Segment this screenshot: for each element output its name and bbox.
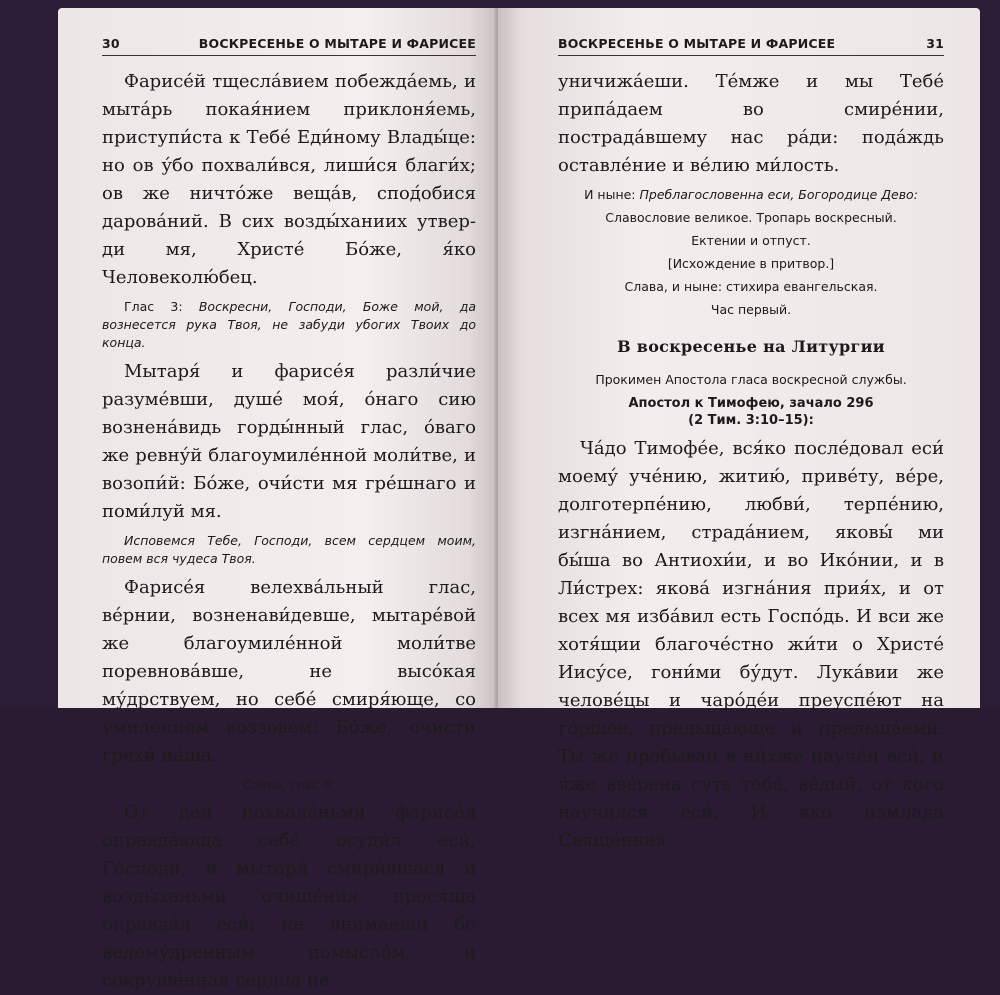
rubric: Ектении и отпуст. — [691, 233, 811, 248]
rubric-lead: И ныне: — [584, 187, 640, 202]
paragraph: От дел похвале́ньми фарисе́я оправда́юща себе́ осуди́л еси́, Го́споди, и мытаря́ смири́вшася и возды́ханьми очище́ния прося́ща оправда́л еси́: не внима́еши бо велему́дренным помысло́м, и сокруше́нная сердца́ не — [102, 802, 476, 991]
left-page-text — [102, 68, 476, 995]
prokimen-note: Прокимен Апостола гласа воскресной службы. — [595, 372, 907, 387]
paragraph: Фарисе́я велехва́льный глас, ве́рнии, возненави́девше, мытаре́вой же благоумиле́нной моли́тве поревнова́вше, не высо́кая му́дрствуем, но себе́ смиря́юще, со умиле́нием воззове́м: Бо́же, очи́сти грехи́ на́ша. — [102, 577, 476, 766]
page-number-right: 31 — [926, 36, 944, 51]
paragraph: Ча́до Тимофе́е, вся́ко после́довал еси́ моему́ уче́нию, житию́, приве́ту, ве́ре, долготерпе́нию, любви́, терпе́нию, изгна́нием, страда́нием, яковы́ ми бы́ша во Антиохи́и, и во Ико́нии, и в Ли́стрех: якова́ изгна́ния прия́х, и от всех мя изба́вил есть Госпо́дь. И вси же хотя́щии благоче́стно жи́ти о Христе́ Иису́се, гони́ми бу́дут. Лука́вии же челове́цы и чаро́дéи преуспе́ют на го́ршее, прельща́юще и прельща́еми. Ты же пребыва́й в ни́хже науче́н еси́, и я́же вве́рена суть тебе́, ве́дый, от кого научи́лся еси́. И я́ко измла́да Свяще́нная — [558, 438, 944, 851]
rubric-italic: Воскресни, Господи, Боже мой, да вознесется рука Твоя, не забуди убогих Твоих до конца. — [102, 299, 476, 350]
rubric — [102, 532, 476, 568]
running-head-left — [102, 36, 476, 56]
apostle-reading-heading — [558, 395, 944, 429]
rubric: Славословие великое. Тропарь воскресный. — [605, 210, 897, 225]
left-page — [58, 8, 498, 991]
rubric: [Исхождение в притвор.] — [667, 256, 835, 271]
right-page-text — [558, 68, 944, 855]
rubric-italic: Исповемся Тебе, Господи, всем сердцем моим, повем вся чудеса Твоя. — [102, 533, 476, 566]
rubric: Слава, и ныне: стихира евангельская. — [624, 279, 878, 294]
rubric: Час первый. — [710, 302, 792, 317]
paragraph: Мытаря́ и фарисе́я разли́чие разуме́вши, душе́ моя́, о́наго сию вознена́видь горды́нный глас, о́ваго же ревну́й благоумиле́нной моли́тве, и возопи́й: Бо́же, очи́сти мя гре́шнаго и поми́луй мя. — [102, 361, 476, 522]
right-page — [498, 8, 980, 851]
running-head-right — [558, 36, 944, 56]
apostle-title: Апостол к Тимофею, зачало 296 — [628, 396, 874, 411]
running-title-left: ВОСКРЕСЕНЬЕ О МЫТАРЕ И ФАРИСЕЕ — [198, 36, 476, 51]
rubric — [102, 298, 476, 352]
rubric-italic: Преблагословенна еси, Богородице Дево: — [639, 187, 918, 202]
page-number-left: 30 — [102, 36, 120, 51]
paragraph: Фарисе́й тщесла́вием побежда́емь, и мыта́рь покая́нием приклоня́емь, приступи́ста к Тебе́ Еди́ному Влады́це: но ов у́бо похвали́вся, лиши́ся благи́х; ов же ничто́же веща́в, спод́обися дарова́ний. В сих возды́ханиих утвер-ди мя, Христе́ Бо́же, я́ко Человеколю́бец. — [102, 71, 476, 288]
rubric — [558, 186, 944, 204]
running-title-right: ВОСКРЕСЕНЬЕ О МЫТАРЕ И ФАРИСЕЕ — [558, 36, 836, 51]
rubric-lead: Глас 3: — [124, 299, 199, 314]
paragraph: уничижа́еши. Те́мже и мы Тебе́ припа́даем во смире́нии, пострада́вшему нас ра́ди: пода́ждь оставле́ние и ве́лию ми́лость. — [558, 71, 944, 176]
rubric: Слава, глас 8: — [242, 777, 336, 792]
section-heading: В воскресенье на Литургии — [617, 337, 885, 356]
apostle-reference: (2 Тим. 3:10–15): — [688, 413, 814, 428]
